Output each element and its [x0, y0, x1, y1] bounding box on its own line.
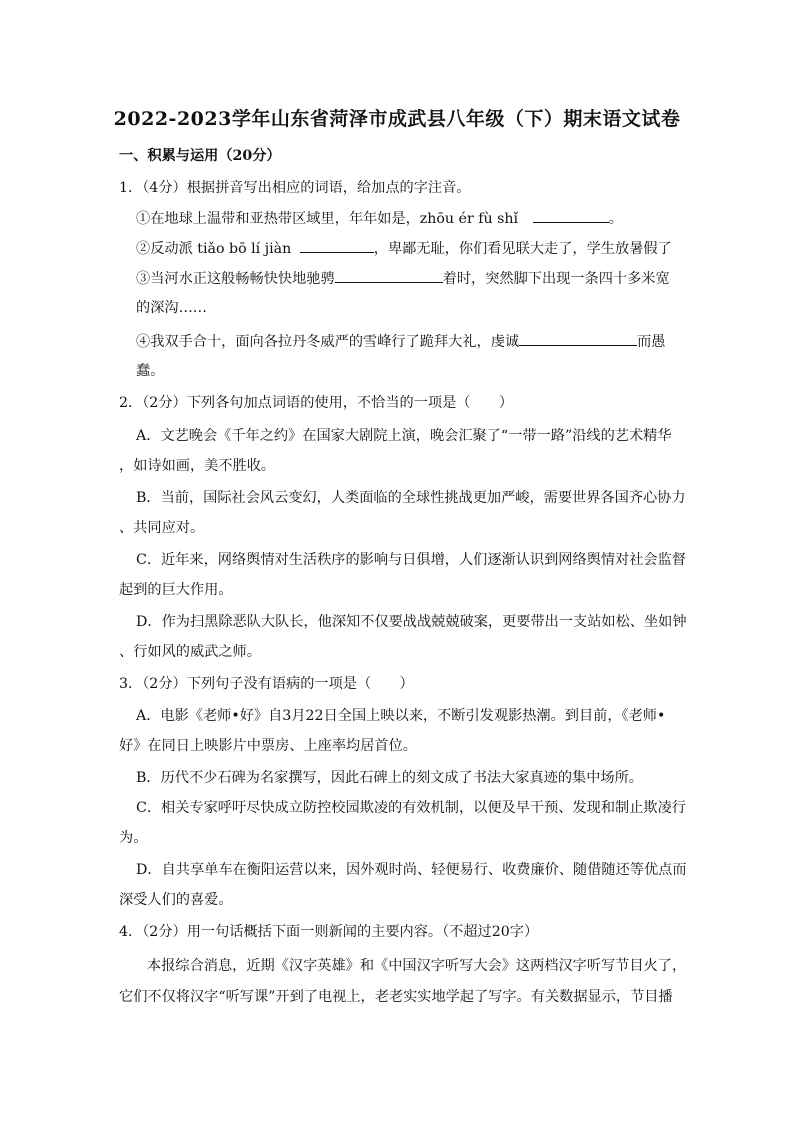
answer-blank[interactable]	[335, 268, 443, 283]
item-3-pre: ③当河水正这般畅畅快快地驰骋	[136, 271, 335, 287]
question-1-stem: 1．（4分）根据拼音写出相应的词语，给加点的字注音。	[119, 180, 471, 196]
question-1-item-3-line-2: 的深沟……	[136, 300, 207, 316]
question-2-option-a: A．文艺晚会《千年之约》在国家大剧院上演，晚会汇聚了“一带一路”沿线的艺术精华	[136, 428, 672, 444]
item-4-post: 而愚	[637, 334, 666, 350]
question-2-option-d: D．作为扫黑除恶队大队长，他深知不仅要战战兢兢破案，更要带出一支站如松、坐如钟	[136, 614, 687, 630]
question-2-option-b-line-2: 、共同应对。	[119, 520, 205, 536]
item-1-end: 。	[608, 211, 623, 227]
question-4-stem: 4．（2分）用一句话概括下面一则新闻的主要内容。（不超过20字）	[119, 924, 539, 940]
question-1-item-1	[136, 208, 623, 229]
news-paragraph-line-2: 它们不仅将汉字“听写课”开到了电视上，老老实实地学起了写字。有关数据显示，节目播	[119, 989, 673, 1005]
answer-blank[interactable]	[533, 208, 609, 223]
question-2-option-c: C．近年来，网络舆情对生活秩序的影响与日俱增，人们逐渐认识到网络舆情对社会监督	[136, 552, 686, 568]
question-3-option-d: D．自共享单车在衡阳运营以来，因外观时尚、轻便易行、收费廉价、随借随还等优点而	[136, 862, 687, 878]
item-1-text: ①在地球上温带和亚热带区域里，年年如是，zhōu ér fù shǐ	[136, 211, 519, 227]
answer-blank[interactable]	[300, 238, 374, 253]
question-2-stem: 2．（2分）下列各句加点词语的使用，不恰当的一项是（ ）	[119, 395, 514, 411]
question-3-stem: 3．（2分）下列句子没有语病的一项是（ ）	[119, 676, 414, 692]
question-2-option-c-line-2: 起到的巨大作用。	[119, 582, 233, 598]
question-3-option-c-line-2: 为。	[119, 830, 148, 846]
answer-blank[interactable]	[519, 331, 637, 346]
question-2-option-a-line-2: ，如诗如画，美不胜收。	[119, 458, 276, 474]
question-3-option-a: A．电影《老师•好》自3月22日全国上映以来，不断引发观影热潮。到目前，《老师•	[136, 708, 666, 724]
question-1-item-3	[136, 268, 670, 289]
question-3-option-c: C．相关专家呼吁尽快成立防控校园欺凌的有效机制，以便及早干预、发现和制止欺凌行	[136, 800, 686, 816]
item-4-pre: ④我双手合十，面向各拉丹冬威严的雪峰行了跪拜大礼，虔诚	[136, 334, 520, 350]
question-1-item-4	[136, 331, 665, 352]
question-2-option-d-line-2: 、行如风的威武之师。	[119, 644, 261, 660]
question-1-item-2	[136, 238, 672, 259]
question-1-item-4-line-2: 蠢。	[136, 363, 165, 379]
question-2-option-b: B．当前，国际社会风云变幻，人类面临的全球性挑战更加严峻，需要世界各国齐心协力	[136, 490, 686, 506]
news-paragraph-line-1: 本报综合消息，近期《汉字英雄》和《中国汉字听写大会》这两档汉字听写节目火了，	[147, 958, 687, 974]
item-2-pre: ②反动派 tiǎo bō lí jiàn	[136, 241, 292, 257]
question-3-option-a-line-2: 好》在同日上映影片中票房、上座率均居首位。	[119, 738, 417, 754]
question-3-option-d-line-2: 深受人们的喜爱。	[119, 892, 233, 908]
item-2-post: ，卑鄙无耻，你们看见联大走了，学生放暑假了	[373, 241, 672, 257]
page-title: 2022-2023学年山东省菏泽市成武县八年级（下）期末语文试卷	[113, 108, 681, 130]
item-3-post: 着时，突然脚下出现一条四十多米宽	[442, 271, 670, 287]
section-heading: 一、积累与运用（20分）	[119, 148, 281, 164]
question-3-option-b: B．历代不少石碑为名家撰写，因此石碑上的刻文成了书法大家真迹的集中场所。	[136, 770, 643, 786]
